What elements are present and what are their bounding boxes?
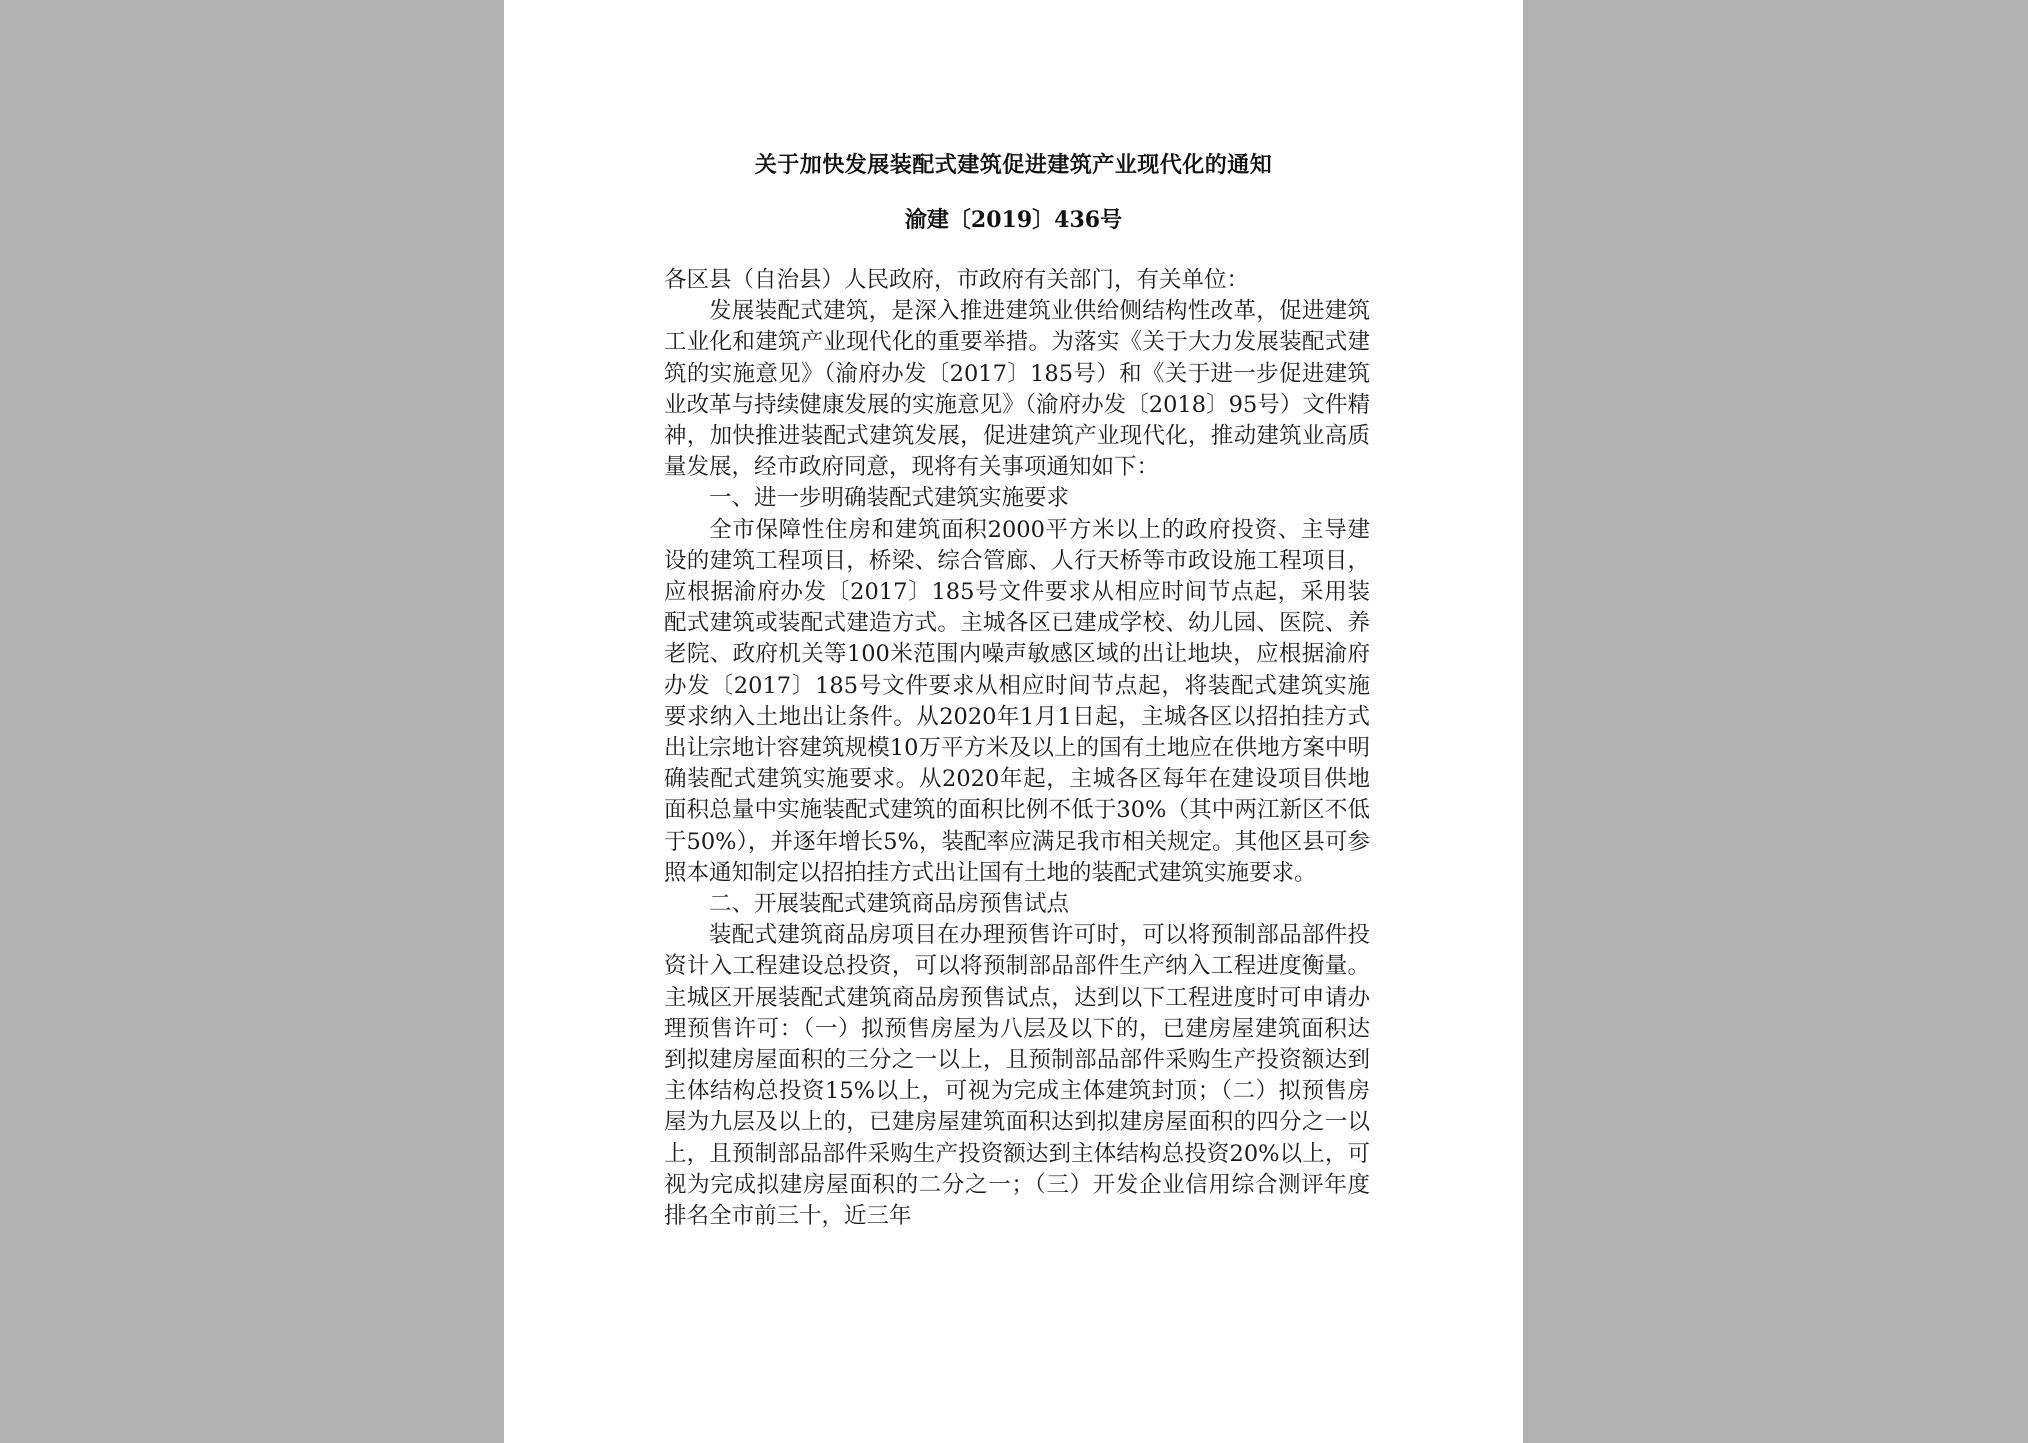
- section-heading-2: 二、开展装配式建筑商品房预售试点: [709, 891, 1070, 918]
- document-page: [504, 0, 1523, 1443]
- salutation: 各区县（自治县）人民政府，市政府有关部门，有关单位：: [664, 267, 1250, 293]
- paragraph-section-1: 全市保障性住房和建筑面积2000平方米以上的政府投资、主导建设的建筑工程项目，桥梁、综合管廊、人行天桥等市政设施工程项目，应根据渝府办发〔2017〕185号文件要求从相应时间节点起，采用装配式建筑或装配式建造方式。主城各区已建成学校、幼儿园、医院、养老院、政府机关等100米范围内噪声敏感区域的出让地块，应根据渝府办发〔2017〕185号文件要求从相应时间节点起，将装配式建筑实施要求纳入土地出让条件。从2020年1月1日起，主城各区以招拍挂方式出让宗地计容建筑规模10万平方米及以上的国有土地应在供地方案中明确装配式建筑实施要求。从2020年起，主城各区每年在建设项目供地面积总量中实施装配式建筑的面积比例不低于30%（其中两江新区不低于50%），并逐年增长5%，装配率应满足我市相关规定。其他区县可参照本通知制定以招拍挂方式出让国有土地的装配式建筑实施要求。: [664, 516, 1370, 886]
- document-number: 渝建〔2019〕436号: [904, 207, 1123, 233]
- section-heading-1: 一、进一步明确装配式建筑实施要求: [709, 485, 1070, 512]
- paragraph-section-2: 装配式建筑商品房项目在办理预售许可时，可以将预制部品部件投资计入工程建设总投资，可以将预制部品部件生产纳入工程进度衡量。主城区开展装配式建筑商品房预售试点，达到以下工程进度时可申请办理预售许可：（一）拟预售房屋为八层及以下的，已建房屋建筑面积达到拟建房屋面积的三分之一以上，且预制部品部件采购生产投资额达到主体结构总投资15%以上，可视为完成主体建筑封顶；（二）拟预售房屋为九层及以上的，已建房屋建筑面积达到拟建房屋面积的四分之一以上，且预制部品部件采购生产投资额达到主体结构总投资20%以上，可视为完成拟建房屋面积的二分之一；（三）开发企业信用综合测评年度排名全市前三十，近三年: [664, 922, 1370, 1230]
- paragraph-intro: 发展装配式建筑，是深入推进建筑业供给侧结构性改革，促进建筑工业化和建筑产业现代化的重要举措。为落实《关于大力发展装配式建筑的实施意见》（渝府办发〔2017〕185号）和《关于进一步促进建筑业改革与持续健康发展的实施意见》（渝府办发〔2018〕95号）文件精神，加快推进装配式建筑发展，促进建筑产业现代化，推动建筑业高质量发展，经市政府同意，现将有关事项通知如下：: [664, 298, 1370, 481]
- document-body: [664, 265, 1370, 1232]
- document-title: 关于加快发展装配式建筑促进建筑产业现代化的通知: [754, 152, 1273, 178]
